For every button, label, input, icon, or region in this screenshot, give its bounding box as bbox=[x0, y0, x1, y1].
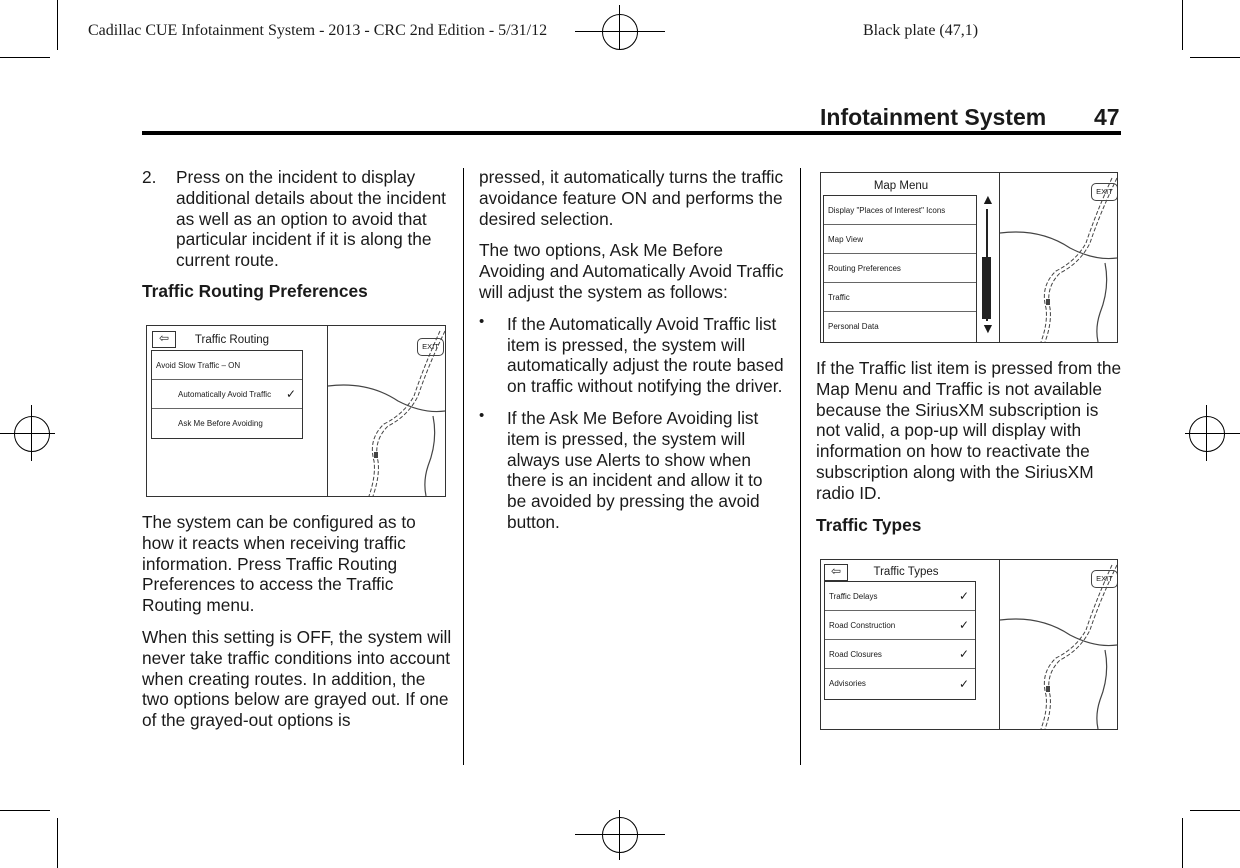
crop-mark bbox=[1182, 818, 1183, 868]
exit-button[interactable]: EXIT bbox=[1091, 183, 1118, 201]
back-button[interactable]: ⇦ bbox=[152, 331, 176, 348]
menu-item-label: Traffic bbox=[828, 292, 850, 302]
menu-item-label: Automatically Avoid Traffic bbox=[178, 389, 272, 399]
exit-button[interactable]: EXIT bbox=[1091, 570, 1118, 588]
column-2 bbox=[479, 167, 784, 544]
menu-item-label: Routing Preferences bbox=[828, 263, 901, 273]
traffic-routing-heading: Traffic Routing Preferences bbox=[142, 280, 368, 301]
crop-mark bbox=[0, 810, 50, 811]
column-divider bbox=[463, 168, 464, 765]
check-icon: ✓ bbox=[958, 618, 969, 632]
menu-item-label: Display "Places of Interest" Icons bbox=[828, 205, 946, 215]
registration-line bbox=[1206, 405, 1207, 461]
registration-mark bbox=[1189, 416, 1225, 452]
menu-item[interactable] bbox=[824, 254, 976, 283]
registration-mark bbox=[602, 14, 638, 50]
menu-item-label: Traffic Delays bbox=[829, 591, 878, 601]
crop-mark bbox=[1190, 57, 1240, 58]
paragraph: pressed, it automatically turns the traffic avoidance feature ON and performs the desired selection. bbox=[479, 167, 784, 229]
section-title: Infotainment System bbox=[820, 104, 1047, 130]
registration-mark bbox=[602, 817, 638, 853]
menu-item-label: Avoid Slow Traffic – ON bbox=[156, 360, 241, 370]
running-head: Cadillac CUE Infotainment System - 2013 - CRC 2nd Edition - 5/31/12 bbox=[88, 22, 548, 39]
map-view bbox=[1000, 560, 1117, 729]
check-icon: ✓ bbox=[958, 676, 969, 691]
traffic-types-screen bbox=[820, 559, 1118, 730]
screen-title: Traffic Types bbox=[873, 566, 939, 578]
traffic-types-list bbox=[824, 581, 976, 700]
scrollbar-thumb[interactable] bbox=[982, 257, 991, 319]
check-icon: ✓ bbox=[958, 589, 969, 603]
paragraph: The two options, Ask Me Before Avoiding and Automatically Avoid Traffic will adjust the system as follows: bbox=[479, 240, 784, 302]
crop-mark bbox=[57, 818, 58, 868]
menu-item-label: Ask Me Before Avoiding bbox=[178, 419, 263, 428]
bullet-item bbox=[479, 314, 784, 397]
column-1 bbox=[142, 167, 452, 302]
traffic-routing-screen bbox=[146, 325, 446, 497]
menu-item[interactable] bbox=[152, 351, 302, 380]
menu-item[interactable] bbox=[152, 380, 302, 409]
menu-item[interactable] bbox=[824, 196, 976, 225]
scroll-down-icon[interactable]: ▼ bbox=[981, 320, 995, 336]
menu-item[interactable] bbox=[825, 611, 975, 640]
menu-item-label: Road Closures bbox=[829, 649, 882, 659]
column-1-lower bbox=[142, 512, 452, 742]
registration-line bbox=[0, 433, 55, 434]
menu-item[interactable] bbox=[825, 669, 975, 698]
back-button[interactable]: ⇦ bbox=[824, 564, 848, 581]
paragraph: When this setting is OFF, the system will never take traffic conditions into account when creating routes. In addition, the two options below are grayed out. If one of the grayed-out options is bbox=[142, 626, 452, 731]
screen-title: Map Menu bbox=[873, 180, 929, 192]
registration-line bbox=[31, 405, 32, 461]
step-number: 2. bbox=[142, 167, 157, 187]
check-icon: ✓ bbox=[285, 387, 296, 401]
menu-item-label: Road Construction bbox=[829, 620, 896, 630]
crop-mark bbox=[0, 57, 50, 58]
menu-item[interactable] bbox=[152, 409, 302, 438]
map-view bbox=[1000, 173, 1117, 342]
paragraph: If the Traffic list item is pressed from the Map Menu and Traffic is not available because the SiriusXM subscription is not valid, a pop-up will display with information on how to reactivate the subscription along with the SiriusXM radio ID. bbox=[816, 358, 1122, 503]
menu-item[interactable] bbox=[824, 225, 976, 254]
step-text: Press on the incident to display additional details about the incident as well as an option to avoid that particular incident if it is along the current route. bbox=[176, 167, 446, 271]
registration-line bbox=[575, 834, 665, 835]
exit-button[interactable]: EXIT bbox=[417, 338, 444, 356]
scroll-up-icon[interactable]: ▲ bbox=[981, 191, 995, 207]
registration-line bbox=[619, 5, 620, 50]
map-menu-screen bbox=[820, 172, 1118, 343]
bullet-text: If the Automatically Avoid Traffic list item is pressed, the system will automatically adjust the route based on traffic without notifying the driver. bbox=[507, 313, 784, 397]
paragraph: The system can be configured as to how it reacts when receiving traffic information. Press Traffic Routing Preferences to access the Traffic Routing menu. bbox=[142, 512, 416, 616]
bullet-icon: • bbox=[479, 406, 485, 424]
menu-item[interactable] bbox=[825, 582, 975, 611]
menu-item[interactable] bbox=[825, 640, 975, 669]
bullet-icon: • bbox=[479, 312, 485, 330]
menu-item[interactable] bbox=[824, 312, 976, 341]
page-number: 47 bbox=[1094, 104, 1120, 130]
registration-mark bbox=[14, 416, 50, 452]
routing-menu bbox=[151, 350, 303, 439]
crop-mark bbox=[1182, 0, 1183, 50]
traffic-types-heading: Traffic Types bbox=[816, 514, 922, 535]
registration-line bbox=[1185, 433, 1240, 434]
crop-mark bbox=[1190, 810, 1240, 811]
header-rule bbox=[142, 131, 1121, 135]
registration-line bbox=[575, 31, 665, 32]
plate-label: Black plate (47,1) bbox=[863, 22, 979, 39]
column-3 bbox=[816, 358, 1126, 535]
map-menu-list bbox=[823, 195, 977, 343]
menu-item-label: Advisories bbox=[829, 679, 866, 688]
map-view bbox=[328, 326, 445, 496]
column-divider bbox=[800, 168, 801, 765]
bullet-item bbox=[479, 408, 784, 533]
menu-item[interactable] bbox=[824, 283, 976, 312]
bullet-text: If the Ask Me Before Avoiding list item is pressed, the system will always use Alerts to show when there is an incident and allow it to be avoided by pressing the avoid button. bbox=[507, 407, 763, 532]
crop-mark bbox=[57, 0, 58, 50]
menu-item-label: Personal Data bbox=[828, 322, 879, 331]
check-icon: ✓ bbox=[958, 647, 969, 661]
registration-line bbox=[619, 810, 620, 860]
menu-item-label: Map View bbox=[828, 234, 863, 244]
numbered-step bbox=[142, 167, 452, 271]
screen-title: Traffic Routing bbox=[194, 334, 270, 346]
